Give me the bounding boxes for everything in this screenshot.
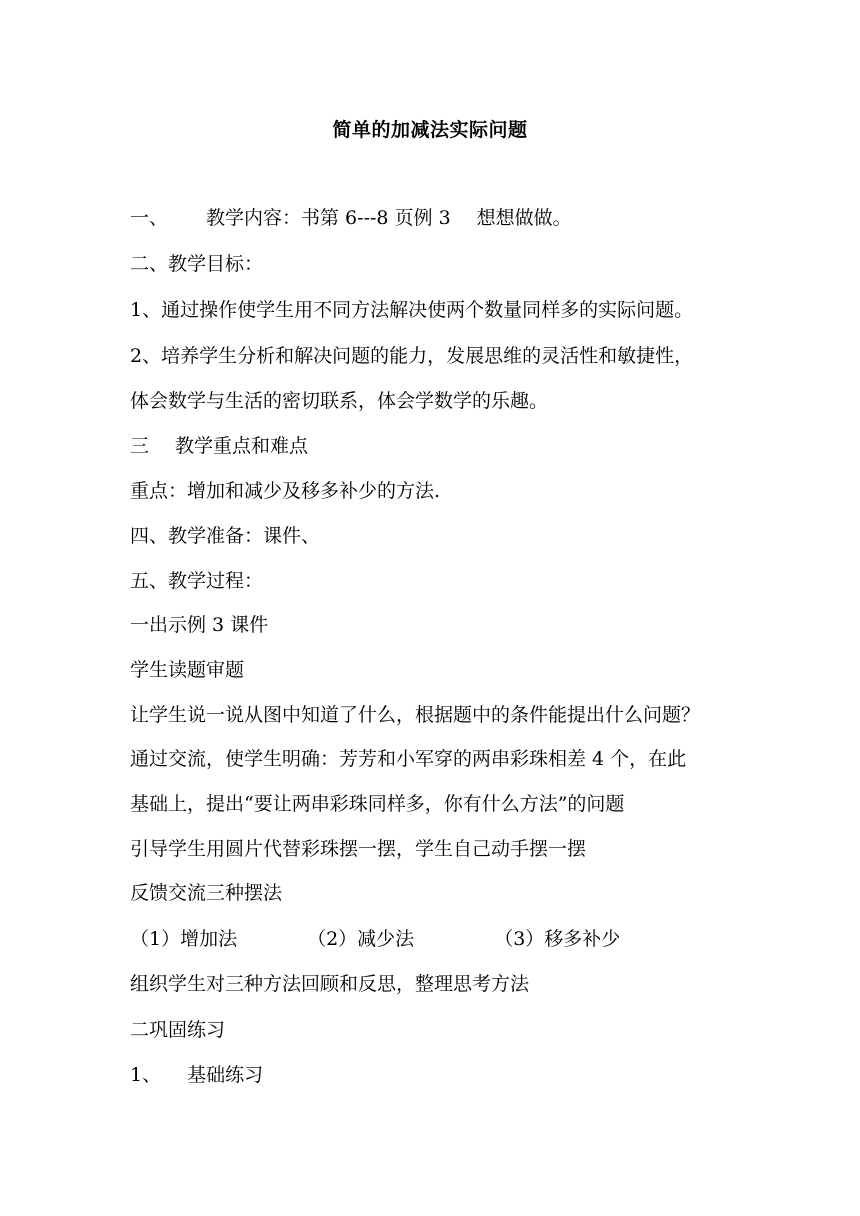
- section-text: 教学重点和难点: [175, 435, 309, 457]
- sub-heading-basic: [130, 1062, 263, 1088]
- method-item: （2）减少法: [307, 928, 415, 950]
- paragraph-line: 2、培养学生分析和解决问题的能力，发展思维的灵活性和敏捷性，: [130, 345, 694, 367]
- methods-list: [130, 926, 620, 952]
- paragraph-line: 基础上，提出“要让两串彩珠同样多，你有什么方法”的问题: [130, 793, 625, 815]
- section-heading-prep: 四、教学准备：课件、: [130, 525, 321, 547]
- paragraph-line: 体会数学与生活的密切联系，体会学数学的乐趣。: [130, 390, 549, 412]
- section-heading-goals: 二、教学目标：: [130, 253, 264, 275]
- section-number: 一、: [130, 207, 169, 229]
- method-item: （1）增加法: [130, 928, 238, 950]
- paragraph-line: 组织学生对三种方法回顾和反思，整理思考方法: [130, 973, 530, 995]
- paragraph-line: 引导学生用圆片代替彩珠摆一摆，学生自己动手摆一摆: [130, 838, 587, 860]
- section-text-extra: 想想做做。: [476, 207, 572, 229]
- paragraph-line: 学生读题审题: [130, 659, 245, 681]
- paragraph-line: 让学生说一说从图中知道了什么，根据题中的条件能提出什么问题？: [130, 704, 701, 726]
- section-number: 三: [130, 435, 150, 457]
- section-heading-practice: 二巩固练习: [130, 1019, 226, 1041]
- paragraph-line: 一出示例 3 课件: [130, 614, 269, 636]
- method-item: （3）移多补少: [494, 928, 621, 950]
- section-heading-process: 五、教学过程：: [130, 570, 264, 592]
- section-text: 基础练习: [187, 1064, 264, 1086]
- paragraph-line: 反馈交流三种摆法: [130, 882, 283, 904]
- section-number: 1、: [130, 1064, 162, 1086]
- section-text: 教学内容：书第 6---8 页例 3: [206, 207, 451, 229]
- section-heading-key-points: [130, 433, 308, 459]
- document-title: 简单的加减法实际问题: [332, 119, 528, 141]
- paragraph-line: 重点：增加和减少及移多补少的方法.: [130, 480, 441, 502]
- section-heading-content: [130, 205, 572, 231]
- paragraph-line: 1、通过操作使学生用不同方法解决使两个数量同样多的实际问题。: [130, 299, 694, 321]
- paragraph-line: 通过交流，使学生明确：芳芳和小军穿的两串彩珠相差 4 个，在此: [130, 748, 687, 770]
